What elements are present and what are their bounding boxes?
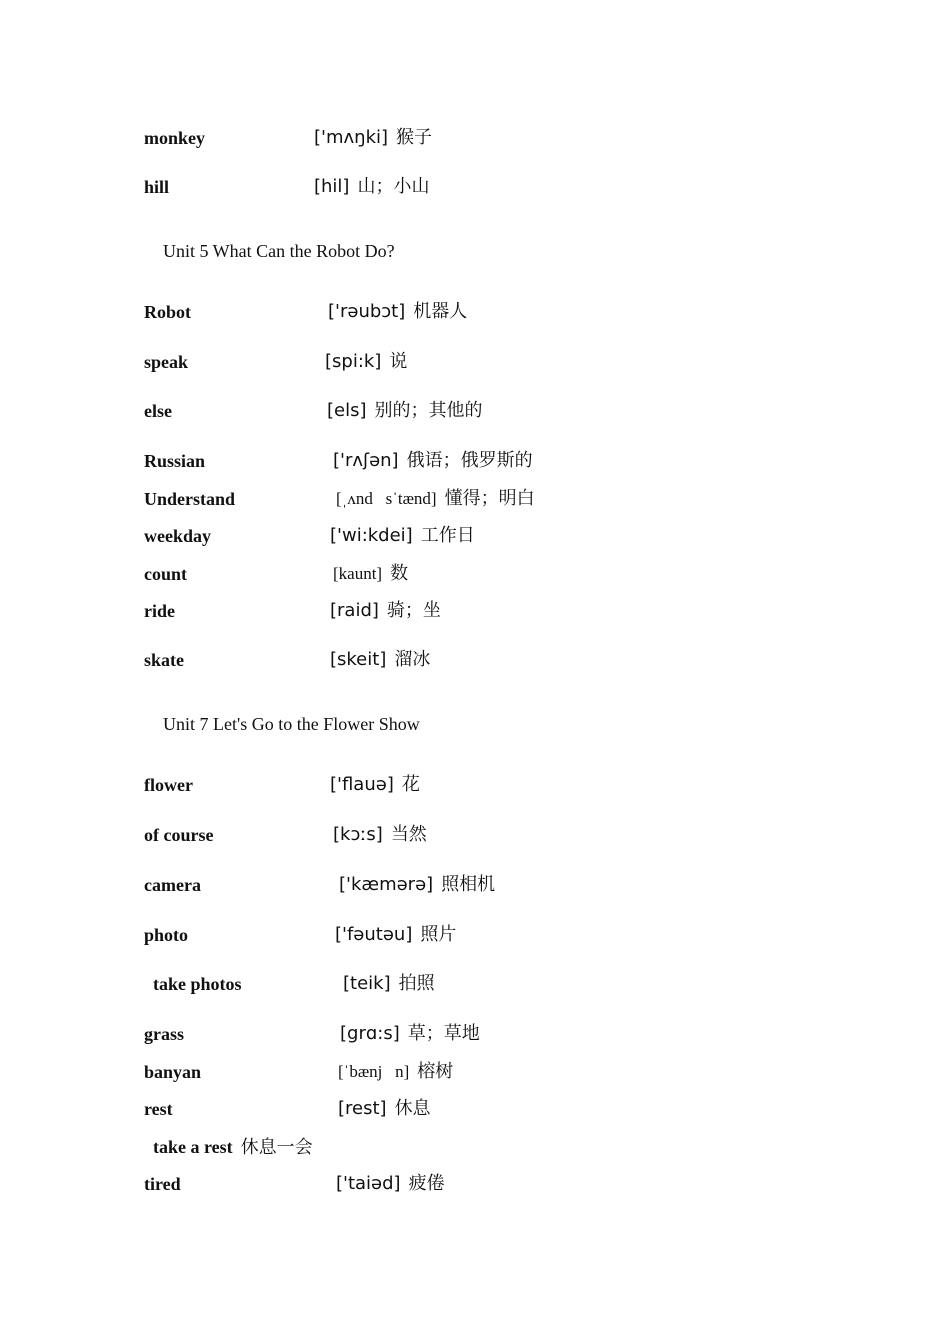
vocab-meaning: 草；草地	[407, 1023, 480, 1044]
vocab-phonetic: ['fəutəu]	[335, 924, 413, 945]
vocab-word-text: take a rest	[153, 1137, 233, 1157]
vocab-word: photo	[144, 925, 189, 945]
vocab-entry-hill	[0, 174, 950, 200]
vocab-phonetic: [els]	[327, 400, 367, 421]
vocab-phonetic: [ˌʌnd sˈtænd]	[336, 489, 437, 508]
vocab-word: Russian	[144, 451, 206, 471]
vocab-pronunciation-line	[339, 872, 495, 898]
vocab-entry-banyan	[0, 1059, 950, 1085]
vocab-pronunciation-line	[338, 1096, 431, 1122]
vocab-meaning: 当然	[390, 824, 427, 845]
vocab-meaning: 机器人	[413, 301, 468, 322]
vocab-meaning: 山；小山	[357, 176, 430, 197]
vocab-phonetic: [kaunt]	[333, 564, 383, 583]
vocab-phonetic: ['rʌʃən]	[333, 450, 399, 471]
vocab-word: monkey	[144, 128, 206, 148]
vocab-entry-robot	[0, 299, 950, 325]
vocab-word: speak	[144, 352, 189, 372]
vocab-pronunciation-line	[336, 486, 535, 512]
vocab-pronunciation-line	[314, 174, 429, 200]
vocab-entry-skate	[0, 647, 950, 673]
vocab-meaning: 别的；其他的	[374, 400, 483, 421]
vocab-pronunciation-line	[336, 1171, 445, 1197]
vocab-meaning: 俄语；俄罗斯的	[406, 450, 533, 471]
vocab-pronunciation-line	[330, 647, 430, 673]
vocab-word: else	[144, 401, 172, 421]
vocab-word: grass	[144, 1024, 184, 1044]
vocab-phonetic: [teik]	[343, 973, 391, 994]
vocab-entry-rest	[0, 1096, 950, 1122]
vocab-word	[153, 1134, 313, 1161]
vocab-word: Robot	[144, 302, 192, 322]
vocab-meaning: 拍照	[398, 973, 435, 994]
vocab-phonetic: ['taiəd]	[336, 1173, 401, 1194]
vocab-meaning: 溜冰	[394, 649, 431, 670]
vocab-word: ride	[144, 601, 175, 621]
vocab-phonetic: ['kæmərə]	[339, 874, 434, 895]
vocab-phonetic: ['wi:kdei]	[330, 525, 413, 546]
vocab-pronunciation-line	[335, 922, 456, 948]
vocab-phonetic: ['mʌŋki]	[314, 127, 389, 148]
vocab-meaning: 照相机	[441, 874, 496, 895]
vocab-pronunciation-line	[333, 561, 408, 587]
vocab-entry-grass	[0, 1021, 950, 1047]
vocab-entry-flower	[0, 772, 950, 798]
vocab-meaning: 休息	[394, 1098, 431, 1119]
vocab-word: hill	[144, 177, 170, 197]
vocab-word: count	[144, 564, 188, 584]
vocab-word: banyan	[144, 1062, 202, 1082]
vocab-pronunciation-line	[330, 772, 420, 798]
vocab-meaning: 猴子	[396, 127, 433, 148]
vocab-pronunciation-line	[314, 125, 432, 151]
vocab-pronunciation-line	[340, 1021, 480, 1047]
vocab-pronunciation-line	[325, 349, 407, 375]
vocab-entry-of-course	[0, 822, 950, 848]
vocab-phonetic: [hil]	[314, 176, 350, 197]
vocab-pronunciation-line	[343, 971, 435, 997]
vocab-meaning: 休息一会	[240, 1137, 313, 1158]
vocab-pronunciation-line	[330, 598, 441, 624]
vocab-word: take photos	[153, 974, 242, 994]
unit-heading: Unit 5 What Can the Robot Do?	[163, 241, 395, 261]
vocab-entry-take-photos	[0, 971, 950, 997]
vocab-meaning: 说	[389, 351, 408, 372]
vocab-entry-tired	[0, 1171, 950, 1197]
vocab-entry-understand	[0, 486, 950, 512]
vocab-word: of course	[144, 825, 214, 845]
vocab-phonetic: ['rəubɔt]	[328, 301, 406, 322]
vocab-entry-russian	[0, 448, 950, 474]
vocab-word: rest	[144, 1099, 173, 1119]
vocab-phonetic: ['flauə]	[330, 774, 394, 795]
vocab-entry-weekday	[0, 523, 950, 549]
vocab-phonetic: [raid]	[330, 600, 379, 621]
vocab-meaning: 花	[401, 774, 420, 795]
vocab-phonetic: [grɑ:s]	[340, 1023, 400, 1044]
vocab-pronunciation-line	[333, 822, 427, 848]
vocab-phonetic: [kɔːs]	[333, 824, 383, 845]
vocab-meaning: 疲倦	[408, 1173, 445, 1194]
vocab-word: tired	[144, 1174, 181, 1194]
vocab-meaning: 数	[390, 563, 409, 584]
vocab-entry-camera	[0, 872, 950, 898]
vocab-pronunciation-line	[333, 448, 533, 474]
vocab-entry-ride	[0, 598, 950, 624]
vocab-phonetic: [skeit]	[330, 649, 387, 670]
vocab-meaning: 骑；坐	[386, 600, 441, 621]
vocab-entry-monkey	[0, 125, 950, 151]
vocab-pronunciation-line	[328, 299, 467, 325]
vocab-meaning: 榕树	[417, 1061, 454, 1082]
vocab-pronunciation-line	[338, 1059, 453, 1085]
vocab-entry-else	[0, 398, 950, 424]
vocab-phonetic: [spi:k]	[325, 351, 382, 372]
vocab-word: flower	[144, 775, 193, 795]
unit-heading: Unit 7 Let's Go to the Flower Show	[163, 714, 420, 734]
vocab-entry-photo	[0, 922, 950, 948]
vocab-meaning: 照片	[420, 924, 457, 945]
unit-7-heading-row	[0, 711, 950, 737]
vocab-meaning: 工作日	[420, 525, 475, 546]
vocab-phonetic: [ˈbænj n]	[338, 1062, 410, 1081]
vocab-entry-count	[0, 561, 950, 587]
vocab-meaning: 懂得；明白	[444, 488, 535, 509]
unit-5-heading-row	[0, 238, 950, 264]
vocab-word: weekday	[144, 526, 211, 546]
vocab-entry-take-a-rest	[0, 1134, 950, 1160]
vocab-word: skate	[144, 650, 184, 670]
vocab-word: camera	[144, 875, 201, 895]
vocab-phonetic: [rest]	[338, 1098, 387, 1119]
vocab-entry-speak	[0, 349, 950, 375]
vocab-pronunciation-line	[327, 398, 483, 424]
vocab-word: Understand	[144, 489, 236, 509]
vocab-pronunciation-line	[330, 523, 475, 549]
